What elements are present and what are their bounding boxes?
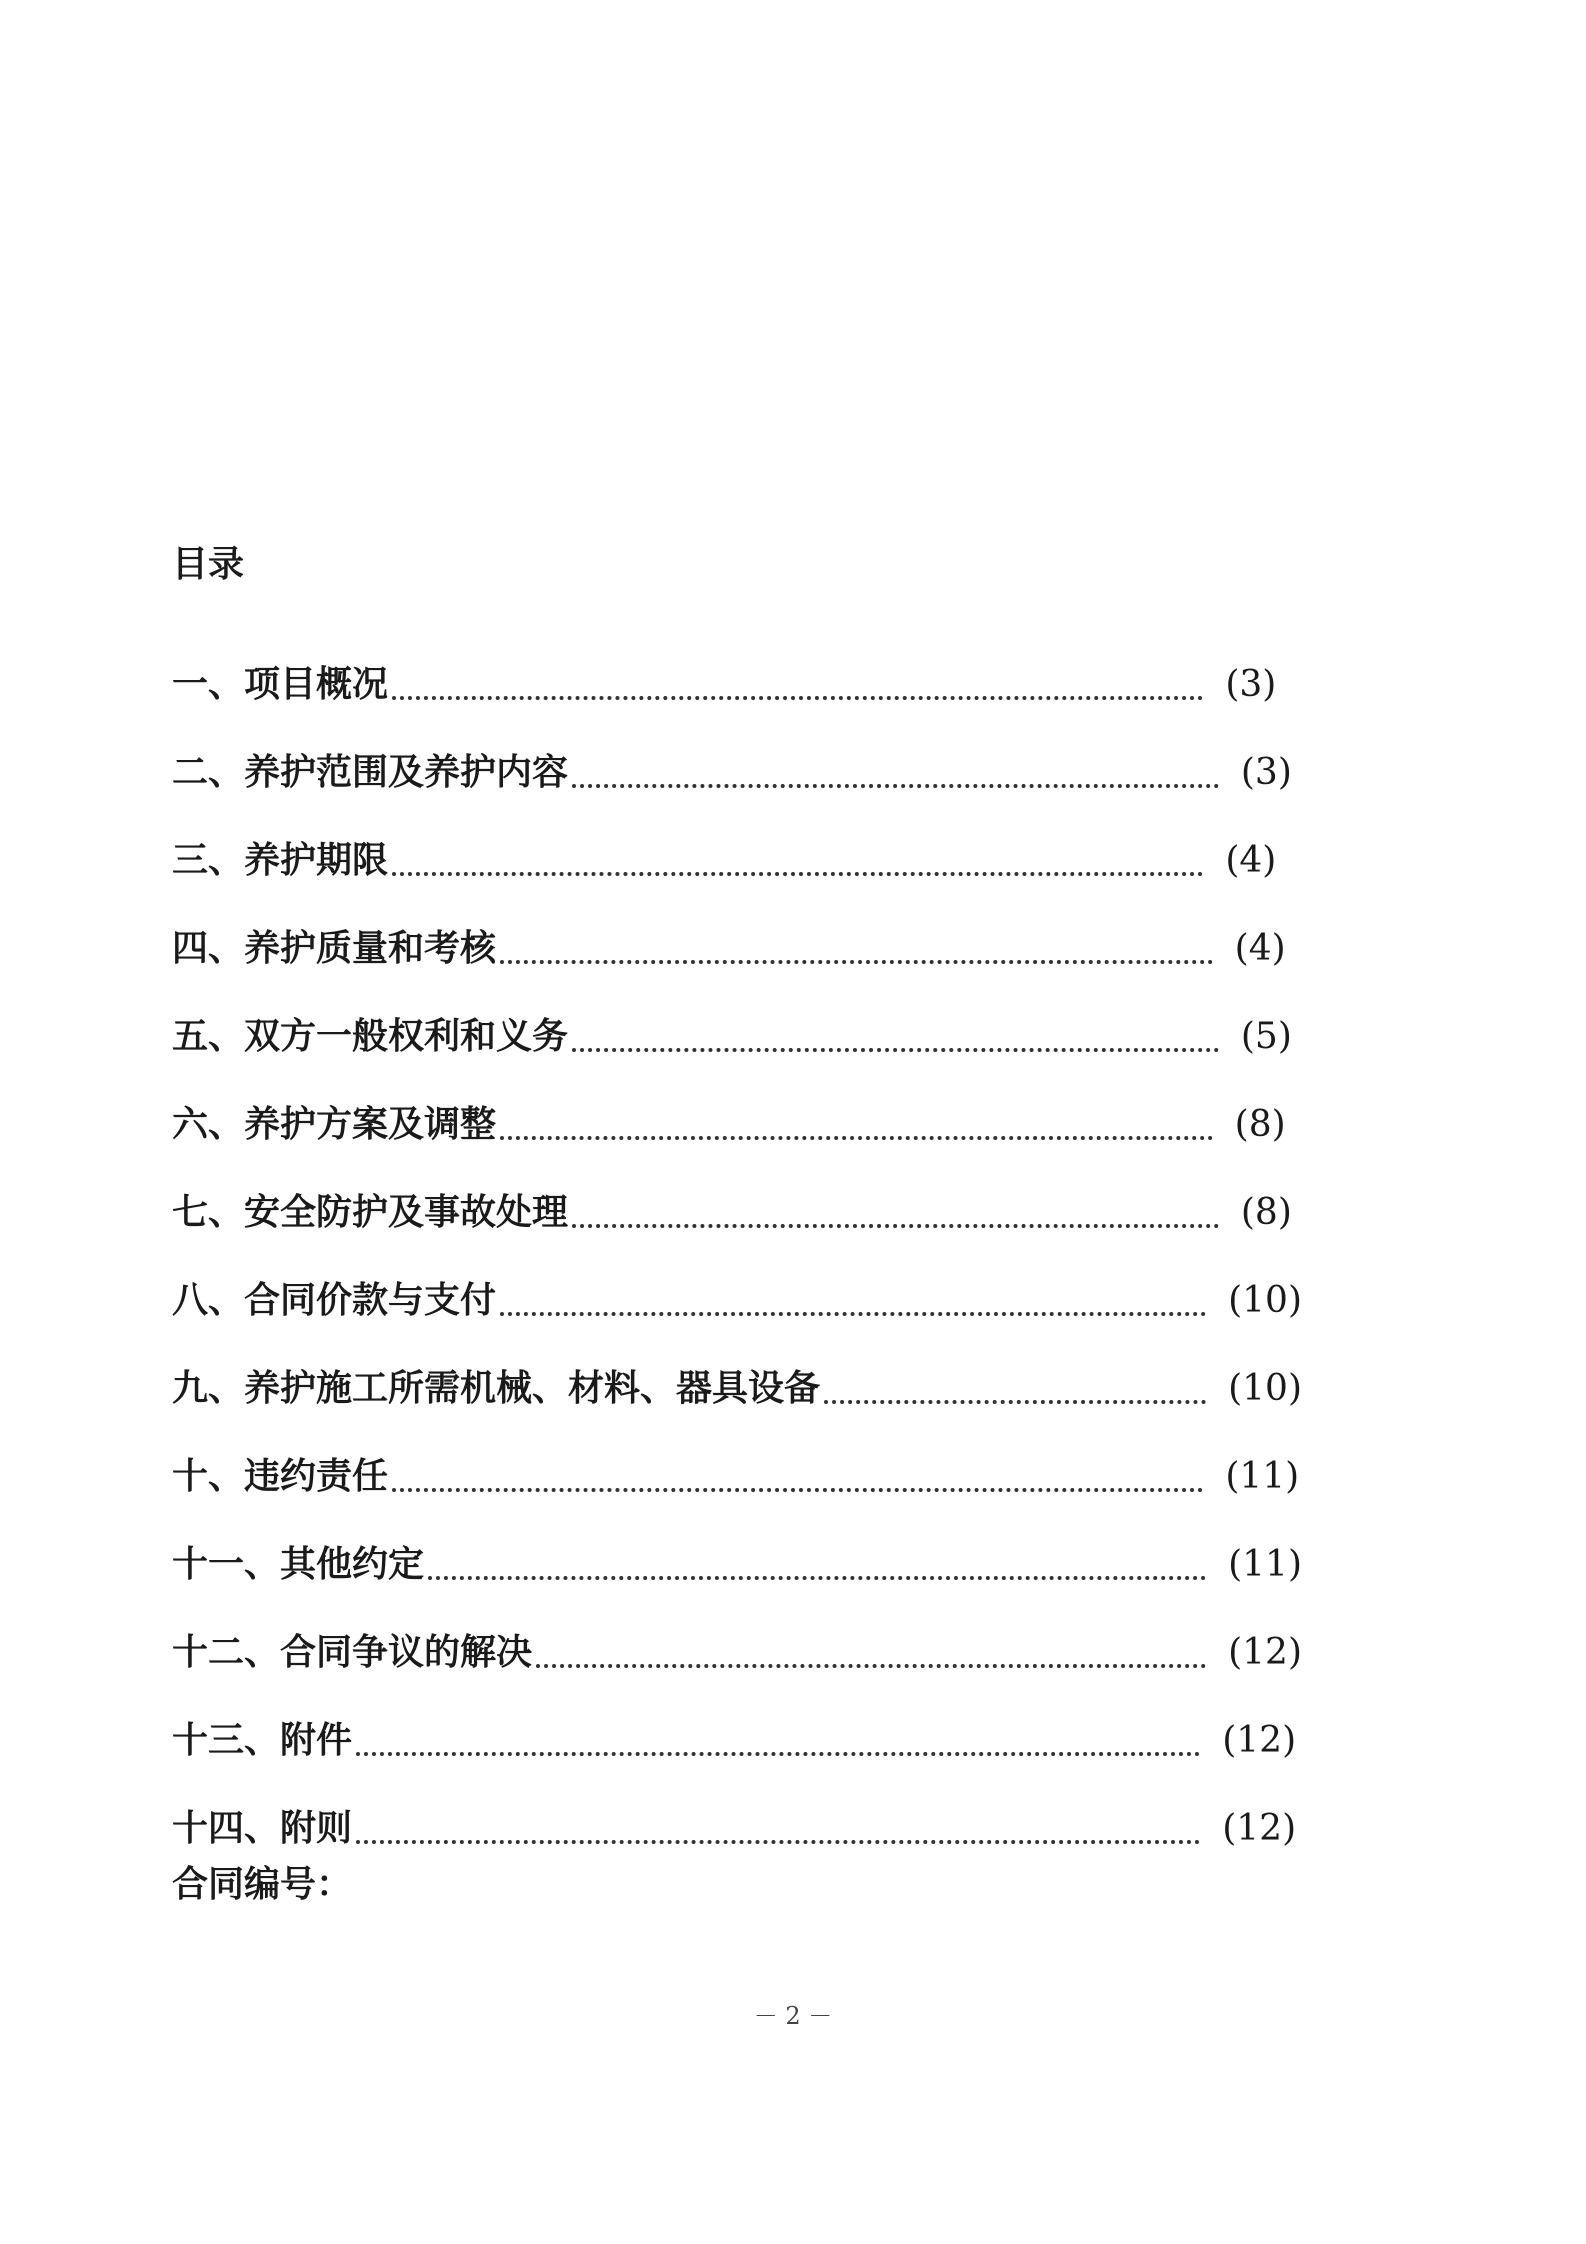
toc-entry-text: 四、养护质量和考核 (172, 928, 497, 969)
toc-entry-text: 十二、合同争议的解决 (172, 1632, 533, 1673)
toc-entry[interactable] (172, 1598, 1302, 1686)
toc-dot-leader (356, 1752, 1200, 1756)
toc-entry-page: (10) (1228, 1280, 1302, 1321)
toc-dot-leader (428, 1576, 1206, 1580)
toc-dot-leader (536, 1664, 1206, 1668)
toc-dot-leader (572, 784, 1219, 788)
toc-entry-page: (5) (1240, 1016, 1292, 1057)
toc-entry-text: 九、养护施工所需机械、材料、器具设备 (172, 1368, 821, 1409)
toc-entry-page: (11) (1228, 1544, 1302, 1585)
toc-entry-text: 八、合同价款与支付 (172, 1280, 497, 1321)
toc-dot-leader (392, 696, 1203, 700)
toc-entry[interactable] (172, 1158, 1302, 1246)
toc-entry-text: 十、违约责任 (172, 1456, 389, 1497)
toc-entry-text: 十三、附件 (172, 1720, 353, 1761)
toc-entry[interactable] (172, 1070, 1302, 1158)
toc-dot-leader (392, 1488, 1203, 1492)
toc-dot-leader (500, 1312, 1206, 1316)
toc-entry[interactable] (172, 894, 1302, 982)
toc-dot-leader (500, 1136, 1213, 1140)
toc-entry[interactable] (172, 1334, 1302, 1422)
toc-entry[interactable] (172, 718, 1302, 806)
contract-number-label: 合同编号： (172, 1864, 353, 1905)
toc-entry-page: (4) (1225, 840, 1277, 881)
toc-entry[interactable] (172, 630, 1302, 718)
toc-entry[interactable] (172, 982, 1302, 1070)
toc-entry-text: 二、养护范围及养护内容 (172, 752, 569, 793)
toc-dot-leader (824, 1400, 1206, 1404)
toc-entry-text: 十四、附则 (172, 1808, 353, 1849)
toc-entry[interactable] (172, 1422, 1302, 1510)
toc-entry-page: (10) (1228, 1368, 1302, 1409)
toc-entry-text: 六、养护方案及调整 (172, 1104, 497, 1145)
toc-dot-leader (572, 1224, 1219, 1228)
toc-dot-leader (356, 1840, 1200, 1844)
toc-entry-text: 一、项目概况 (172, 664, 389, 705)
toc-entry-page: (3) (1225, 664, 1277, 705)
toc-entry[interactable] (172, 806, 1302, 894)
toc-entry[interactable] (172, 1246, 1302, 1334)
toc-entry-page: (12) (1228, 1632, 1302, 1673)
toc-entry[interactable] (172, 1510, 1302, 1598)
toc-entry[interactable] (172, 1774, 1302, 1862)
toc-entry-text: 五、双方一般权利和义务 (172, 1016, 569, 1057)
toc-list (172, 630, 1302, 1862)
toc-entry-page: (8) (1240, 1192, 1292, 1233)
toc-entry[interactable] (172, 1686, 1302, 1774)
toc-dot-leader (572, 1048, 1219, 1052)
toc-dot-leader (500, 960, 1213, 964)
toc-entry-page: (12) (1222, 1720, 1297, 1761)
toc-dot-leader (392, 872, 1203, 876)
toc-entry-page: (3) (1240, 752, 1292, 793)
toc-entry-text: 七、安全防护及事故处理 (172, 1192, 569, 1233)
page-number: － 2 － (753, 2002, 833, 2030)
toc-entry-text: 十一、其他约定 (172, 1544, 425, 1585)
toc-entry-page: (11) (1225, 1456, 1300, 1497)
toc-entry-page: (12) (1222, 1808, 1297, 1849)
toc-entry-page: (8) (1234, 1104, 1286, 1145)
toc-title: 目录 (172, 544, 245, 585)
toc-entry-text: 三、养护期限 (172, 840, 389, 881)
toc-entry-page: (4) (1234, 928, 1286, 969)
